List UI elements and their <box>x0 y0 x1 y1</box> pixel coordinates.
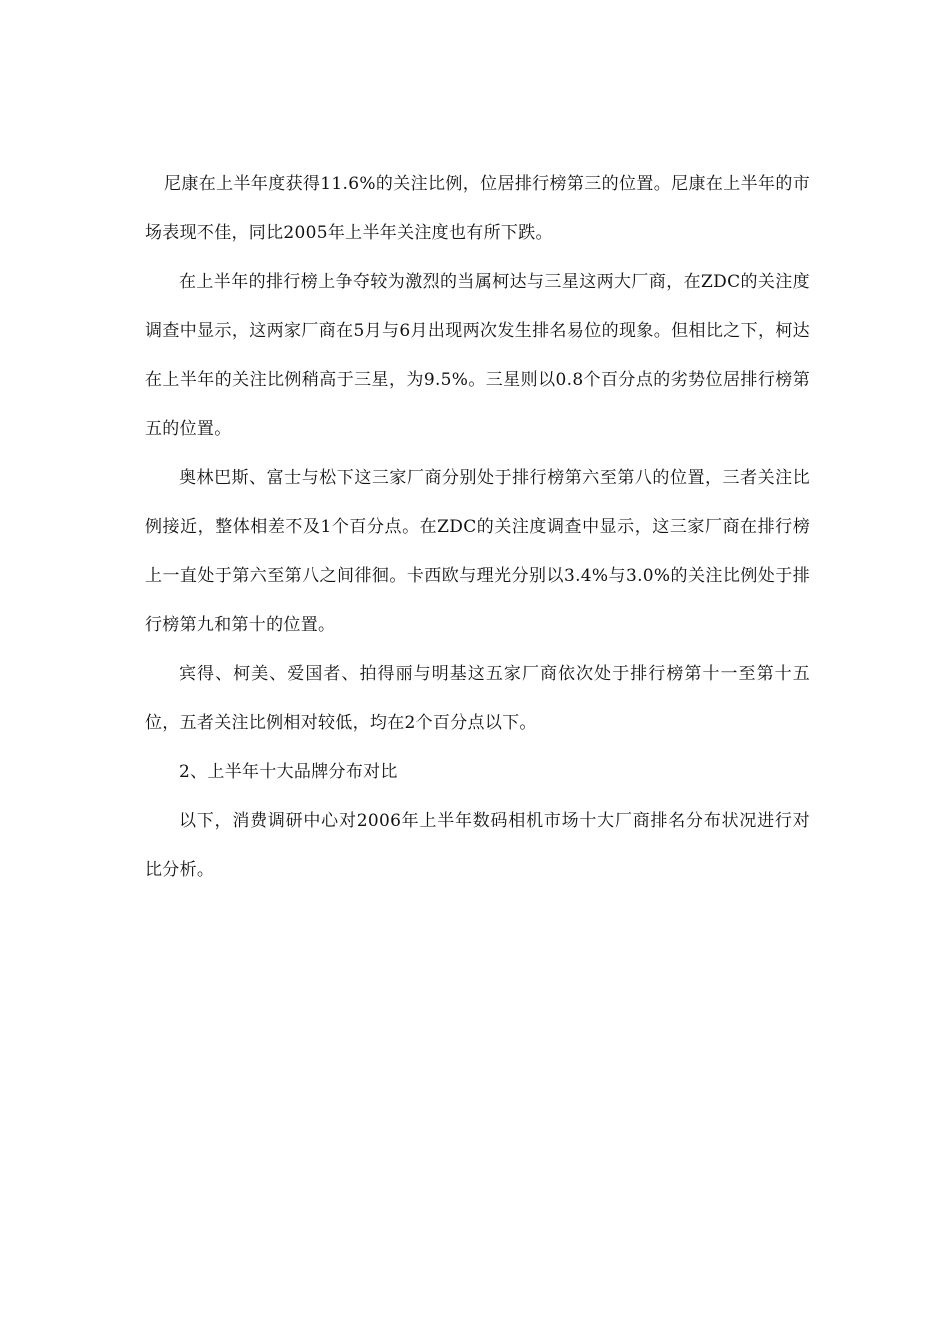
paragraph-analysis-intro: 以下，消费调研中心对2006年上半年数码相机市场十大厂商排名分布状况进行对比分析。 <box>145 811 810 880</box>
section-heading-top10-distribution: 2、上半年十大品牌分布对比 <box>179 762 398 782</box>
document-body <box>145 160 810 895</box>
paragraph-nikon: 尼康在上半年度获得11.6%的关注比例，位居排行榜第三的位置。尼康在上半年的市场表现不佳，同比2005年上半年关注度也有所下跌。 <box>145 174 810 243</box>
paragraph-pentax-others: 宾得、柯美、爱国者、拍得丽与明基这五家厂商依次处于排行榜第十一至第十五位，五者关注比例相对较低，均在2个百分点以下。 <box>145 664 810 733</box>
paragraph-olympus-fuji-panasonic: 奥林巴斯、富士与松下这三家厂商分别处于排行榜第六至第八的位置，三者关注比例接近，整体相差不及1个百分点。在ZDC的关注度调查中显示，这三家厂商在排行榜上一直处于第六至第八之间徘徊。卡西欧与理光分别以3.4%与3.0%的关注比例处于排行榜第九和第十的位置。 <box>145 468 810 635</box>
paragraph-kodak-samsung: 在上半年的排行榜上争夺较为激烈的当属柯达与三星这两大厂商，在ZDC的关注度调查中显示，这两家厂商在5月与6月出现两次发生排名易位的现象。但相比之下，柯达在上半年的关注比例稍高于三星，为9.5%。三星则以0.8个百分点的劣势位居排行榜第五的位置。 <box>145 272 810 439</box>
